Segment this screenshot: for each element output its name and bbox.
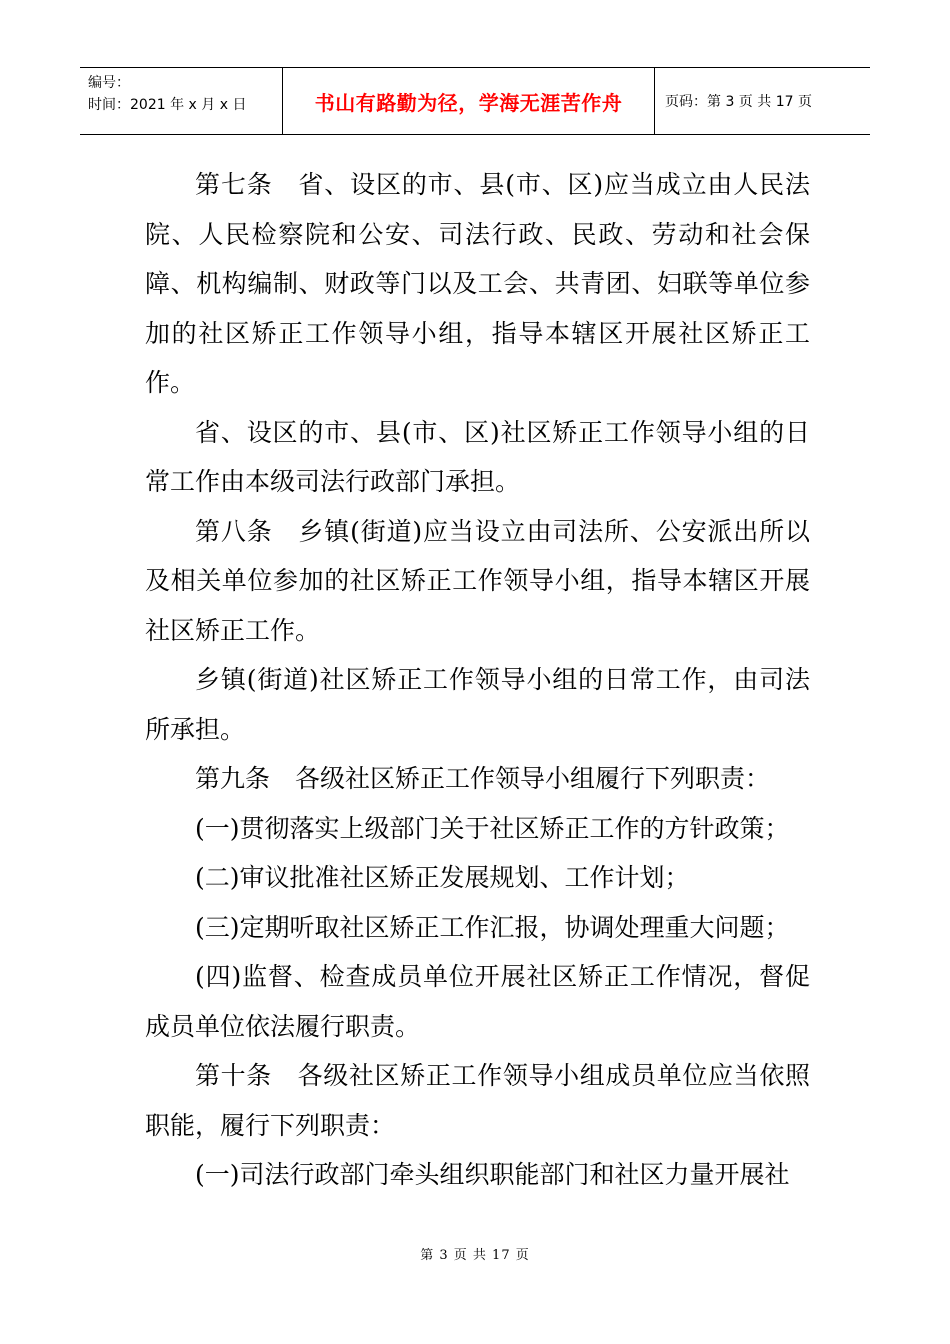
document-date: 时间：2021 年 x 月 x 日 (88, 97, 247, 113)
header-motto: 书山有路勤为径，学海无涯苦作舟 (282, 68, 655, 134)
paragraph: (一)司法行政部门牵头组织职能部门和社区力量开展社 (195, 1160, 790, 1189)
page-footer: 第 3 页 共 17 页 (420, 1248, 530, 1263)
paragraph: 省、设区的市、县(市、区)社区矫正工作领导小组的日常工作由本级司法行政部门承担。 (145, 417, 810, 496)
header-page-info: 页码：第 3 页 共 17 页 (665, 94, 812, 110)
paragraph: 第九条 各级社区矫正工作领导小组履行下列职责： (195, 764, 771, 793)
paragraph: 第八条 乡镇(街道)应当设立由司法所、公安派出所以及相关单位参加的社区矫正工作领导小组，指导本辖区开展社区矫正工作。 (145, 516, 810, 645)
paragraph: (三)定期听取社区矫正工作汇报，协调处理重大问题； (195, 912, 790, 942)
paragraph: (四)监督、检查成员单位开展社区矫正工作情况，督促成员单位依法履行职责。 (145, 962, 810, 1041)
paragraph: (二)审议批准社区矫正发展规划、工作计划； (195, 863, 690, 892)
header-meta (80, 68, 282, 134)
document-number-label: 编号： (88, 75, 130, 91)
paragraph: 第七条 省、设区的市、县(市、区)应当成立由人民法院、人民检察院和公安、司法行政、民政、劳动和社会保障、机构编制、财政等门以及工会、共青团、妇联等单位参加的社区矫正工作领导小组，指导本辖区开展社区矫正工作。 (145, 170, 810, 397)
document-body (145, 160, 810, 1200)
paragraph: 乡镇(街道)社区矫正工作领导小组的日常工作，由司法所承担。 (145, 665, 810, 744)
paragraph: (一)贯彻落实上级部门关于社区矫正工作的方针政策； (195, 813, 790, 843)
paragraph: 第十条 各级社区矫正工作领导小组成员单位应当依照职能，履行下列职责： (145, 1061, 810, 1140)
document-header (80, 67, 870, 135)
